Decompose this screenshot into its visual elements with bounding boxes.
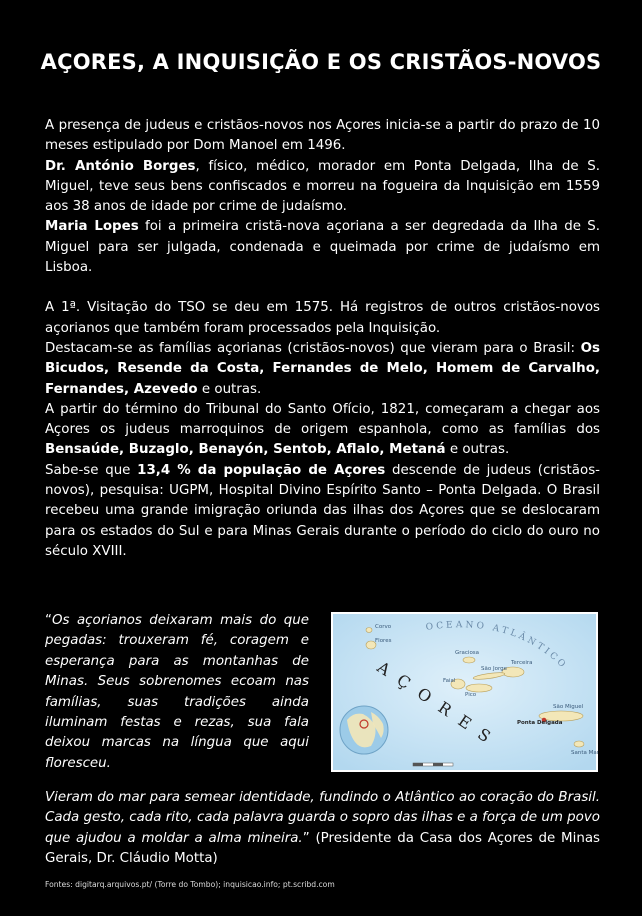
borges-name: Dr. António Borges	[45, 158, 196, 174]
quote-open-mark: “	[45, 613, 52, 628]
island-label: Corvo	[375, 624, 392, 630]
island-label: Graciosa	[455, 650, 480, 656]
visitacao-text: A 1ª. Visitação do TSO se deu em 1575. Há registros de outros cristãos-novos açorianos que também foram processados pela Inquisição.	[45, 300, 600, 336]
island-label: Terceira	[511, 660, 533, 666]
quote-second-part	[45, 788, 600, 870]
populacao-text-end: descende de judeus (cristãos-novos), pesquisa: UGPM, Hospital Divino Espírito Santo – Ponta Delgada. O Brasil recebeu uma grande imigração oriunda das ilhas dos Açores que se deslocaram para os estados do Sul e para Minas Gerais durante o período do ciclo do ouro no século XVIII.	[45, 462, 600, 559]
island-label: Pico	[465, 692, 477, 698]
intro-text: A presença de judeus e cristãos-novos nos Açores inicia-se a partir do prazo de 10 meses estipulado por Dom Manoel em 1496.	[45, 118, 600, 154]
island-label: Ponta Delgada	[517, 720, 563, 726]
island-label: Flores	[375, 638, 392, 644]
island-corvo	[366, 628, 372, 633]
familias-text-start: Destacam-se as famílias açorianas (cristãos-novos) que vieram para o Brasil:	[45, 340, 581, 356]
paragraph-lopes	[45, 217, 600, 278]
paragraph-intro	[45, 116, 600, 157]
island-label: Santa Ma	[571, 750, 597, 756]
paragraph-gap	[45, 278, 600, 298]
ocean-label: OCEANO ATLÂNTICO	[425, 620, 569, 672]
populacao-text-start: Sabe-se que	[45, 462, 138, 478]
region-label: AÇORES	[373, 657, 504, 753]
island-santa-maria	[574, 741, 584, 747]
quote-text-2: Vieram do mar para semear identidade, fundindo o Atlântico ao coração do Brasil. Cada gesto, cada rito, cada palavra guarda o sopro das ilhas e a força de um povo que ajudou a moldar a alma mineira.	[45, 790, 600, 846]
island-pico	[466, 684, 492, 692]
marroquinos-text-end: e outras.	[445, 442, 510, 458]
island-label: São Miguel	[553, 704, 584, 710]
paragraph-populacao	[45, 461, 600, 562]
paragraph-familias	[45, 339, 600, 400]
populacao-percent: 13,4 % da população de Açores	[137, 462, 386, 478]
azores-map	[331, 612, 598, 772]
page-title: AÇORES, A INQUISIÇÃO E OS CRISTÃOS-NOVOS	[40, 50, 602, 74]
quote-attribution: ” (Presidente da Casa dos Açores de Minas Gerais, Dr. Cláudio Motta)	[45, 830, 600, 867]
globe-inset	[340, 706, 388, 754]
familias-names: Os Bicudos, Resende da Costa, Fernandes de Melo, Homem de Carvalho, Fernandes, Azevedo	[45, 340, 600, 397]
familias-text-end: e outras.	[197, 381, 262, 397]
lopes-text: foi a primeira cristã-nova açoriana a ser degredada da Ilha de S. Miguel para ser julgada, condenada e queimada por crime de judaísmo em Lisboa.	[45, 219, 601, 276]
marroquinos-text-start: A partir do término do Tribunal do Santo Ofício, 1821, começaram a chegar aos Açores os judeus marroquinos de origem espanhola, como as famílias dos	[45, 401, 600, 438]
main-text	[45, 116, 600, 562]
paragraph-marroquinos	[45, 400, 600, 461]
island-label: São Jorge	[481, 666, 508, 672]
quote-text-1: Os açorianos deixaram mais do que pegadas: trouxeram fé, coragem e esperança para as montanhas de Minas. Seus sobrenomes ecoam nas famílias, suas tradições ainda iluminam festas e rezas, sua fala deixou marcas na língua que aqui floresceu.	[45, 613, 309, 771]
paragraph-borges	[45, 157, 600, 218]
island-label: Faial	[443, 678, 456, 684]
island-graciosa	[463, 657, 475, 663]
marroquinos-names: Bensaúde, Buzaglo, Benayón, Sentob, Aflalo, Metaná	[45, 442, 446, 458]
azores-map-graphic	[331, 612, 598, 772]
sources-footer: Fontes: digitarq.arquivos.pt/ (Torre do Tombo); inquisicao.info; pt.scribd.com	[45, 880, 335, 889]
paragraph-visitacao	[45, 298, 600, 339]
borges-text: , físico, médico, morador em Ponta Delgada, Ilha de S. Miguel, teve seus bens confiscados e morreu na fogueira da Inquisição em 1559 aos 38 anos de idade por crime de judaísmo.	[45, 158, 600, 215]
quote-first-part	[45, 611, 309, 774]
lopes-name: Maria Lopes	[45, 219, 139, 235]
scale-bar	[413, 763, 453, 766]
